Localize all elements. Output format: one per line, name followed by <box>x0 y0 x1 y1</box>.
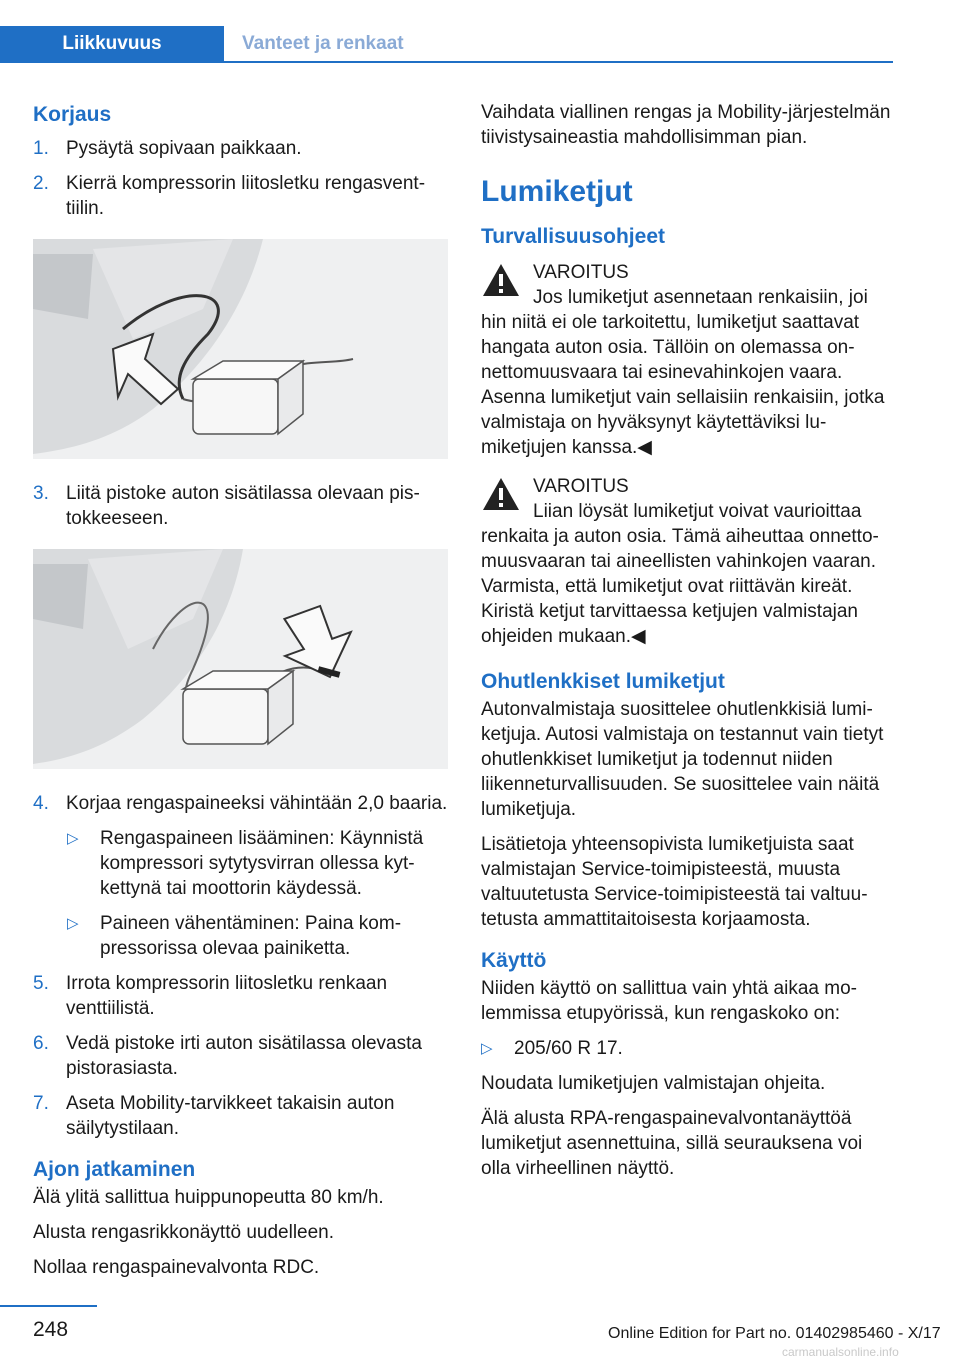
right-column <box>481 100 896 1191</box>
watermark: carmanualsonline.info <box>782 1345 899 1359</box>
bullet-text: 205/60 R 17. <box>514 1038 623 1059</box>
paragraph-rpa-warning: Älä alusta RPA-rengaspainevalvontanäyttöä lumiketjut asennettuina, sillä seurauksena voi olla virheellinen näyttö. <box>481 1108 863 1179</box>
step-number: 5. <box>33 973 49 994</box>
warning-label: VAROITUS <box>533 476 629 497</box>
triangle-bullet-icon: ▷ <box>67 830 79 847</box>
step-2 <box>33 171 448 221</box>
step-number: 4. <box>33 793 49 814</box>
section-heading-ohutlenkkiset: Ohutlenkkiset lumiketjut <box>481 670 725 693</box>
section-heading-ajon-jatkaminen: Ajon jatkaminen <box>33 1158 196 1181</box>
step-number: 7. <box>33 1093 49 1114</box>
compressor-plug-illustration <box>33 549 448 769</box>
warning-block-2 <box>481 474 896 649</box>
warning-text: renkaita ja auton osia. Tämä aiheuttaa onnettomuusvaaran tai aineellisten vahinkojen vaaran. Varmista, että lumiketjut ovat riittävän kireät. Kiristä ketjut tarvittaessa ketjujen valmistajan ohjeiden mukaan.◀ <box>481 526 879 647</box>
paragraph-reset-display: Alusta rengasrikkonäyttö uudelleen. <box>33 1222 335 1243</box>
step-number: 3. <box>33 483 49 504</box>
step-number: 6. <box>33 1033 49 1054</box>
substep-pressure-increase <box>33 826 448 901</box>
chapter-title-lumiketjut: Lumiketjut <box>481 175 633 208</box>
step-text: Korjaa rengaspaineeksi vähintään 2,0 baaria. <box>66 793 448 814</box>
step-3 <box>33 481 448 531</box>
page-number: 248 <box>33 1318 69 1341</box>
step-text: Irrota kompressorin liitosletku renkaan venttiilistä. <box>66 973 388 1019</box>
step-number: 1. <box>33 138 49 159</box>
paragraph-reset-rdc: Nollaa rengaspainevalvonta RDC. <box>33 1257 320 1278</box>
footer-divider <box>0 1305 97 1307</box>
warning-text: hin niitä ei ole tarkoitettu, lumiketjut saattavat hangata auton osia. Tällöin on olemassa onnettomuusvaara tai esinevahinkojen vaara. Asenna lumiketjut vain sellaisiin renkaisiin, jotka valmistaja on hyväksynyt käytettäviksi lumiketjujen kanssa.◀ <box>481 312 885 458</box>
step-7 <box>33 1091 448 1141</box>
triangle-bullet-icon: ▷ <box>481 1040 493 1057</box>
triangle-bullet-icon: ▷ <box>67 915 79 932</box>
warning-label: VAROITUS <box>533 262 629 283</box>
section-heading-korjaus: Korjaus <box>33 103 112 126</box>
section-heading-kaytto: Käyttö <box>481 949 547 972</box>
paragraph-more-info: Lisätietoja yhteensopivista lumiketjuista saat valmistajan Service-toimipisteestä, muusta valtuutetusta Service-toimipisteestä tai valtuutetusta ammattitaitoisesta korjaamosta. <box>481 834 868 930</box>
bullet-tire-size <box>481 1036 896 1061</box>
warning-triangle-icon <box>481 262 521 298</box>
step-number: 2. <box>33 173 49 194</box>
step-4 <box>33 791 448 816</box>
step-text: Liitä pistoke auton sisätilassa olevaan pistokkeeseen. <box>66 483 420 529</box>
page-header <box>0 0 960 62</box>
section-heading-turvallisuusohjeet: Turvallisuusohjeet <box>481 225 665 248</box>
step-text: Kierrä kompressorin liitosletku rengasventtiilin. <box>66 173 426 219</box>
compressor-valve-illustration <box>33 239 448 459</box>
substep-text: Paineen vähentäminen: Paina kompressorissa olevaa painiketta. <box>100 913 402 959</box>
substep-pressure-decrease <box>33 911 448 961</box>
paragraph-follow-instructions: Noudata lumiketjujen valmistajan ohjeita. <box>481 1073 826 1094</box>
step-5 <box>33 971 448 1021</box>
step-text: Pysäytä sopivaan paikkaan. <box>66 138 302 159</box>
paragraph-speed-limit: Älä ylitä sallittua huippunopeutta 80 km/h. <box>33 1187 384 1208</box>
header-divider <box>0 61 893 63</box>
paragraph-replace-tire: Vaihdata viallinen rengas ja Mobility-järjestelmän tiivistysaineastia mahdollisimman pian. <box>481 102 891 148</box>
warning-text-first-line: Jos lumiketjut asennetaan renkaisiin, joi <box>533 287 868 308</box>
step-1 <box>33 136 448 161</box>
substep-text: Rengaspaineen lisääminen: Käynnistä kompressori sytytysvirran ollessa kytkettynä tai moottorin käydessä. <box>100 828 424 899</box>
paragraph-thin-chains: Autonvalmistaja suosittelee ohutlenkkisiä lumiketjuja. Autosi valmistaja on testannut vain tietyt ohutlenkkiset lumiketjut ja todennut niiden liikenneturvallisuuden. Se suosittelee vain näitä lumiketjuja. <box>481 699 884 820</box>
edition-note: Online Edition for Part no. 01402985460 - X/17 <box>608 1325 941 1342</box>
warning-triangle-icon <box>481 476 521 512</box>
left-column <box>33 100 448 1290</box>
step-text: Aseta Mobility-tarvikkeet takaisin auton säilytystilaan. <box>66 1093 395 1139</box>
warning-text-first-line: Liian löysät lumiketjut voivat vaurioittaa <box>533 501 862 522</box>
step-6 <box>33 1031 448 1081</box>
warning-block-1 <box>481 260 896 460</box>
paragraph-usage: Niiden käyttö on sallittua vain yhtä aikaa molemmissa etupyörissä, kun rengaskoko on: <box>481 978 857 1024</box>
tab-liikkuvuus[interactable]: Liikkuvuus <box>0 26 224 62</box>
step-text: Vedä pistoke irti auton sisätilassa olevasta pistorasiasta. <box>66 1033 422 1079</box>
tab-vanteet-ja-renkaat[interactable]: Vanteet ja renkaat <box>242 33 404 54</box>
